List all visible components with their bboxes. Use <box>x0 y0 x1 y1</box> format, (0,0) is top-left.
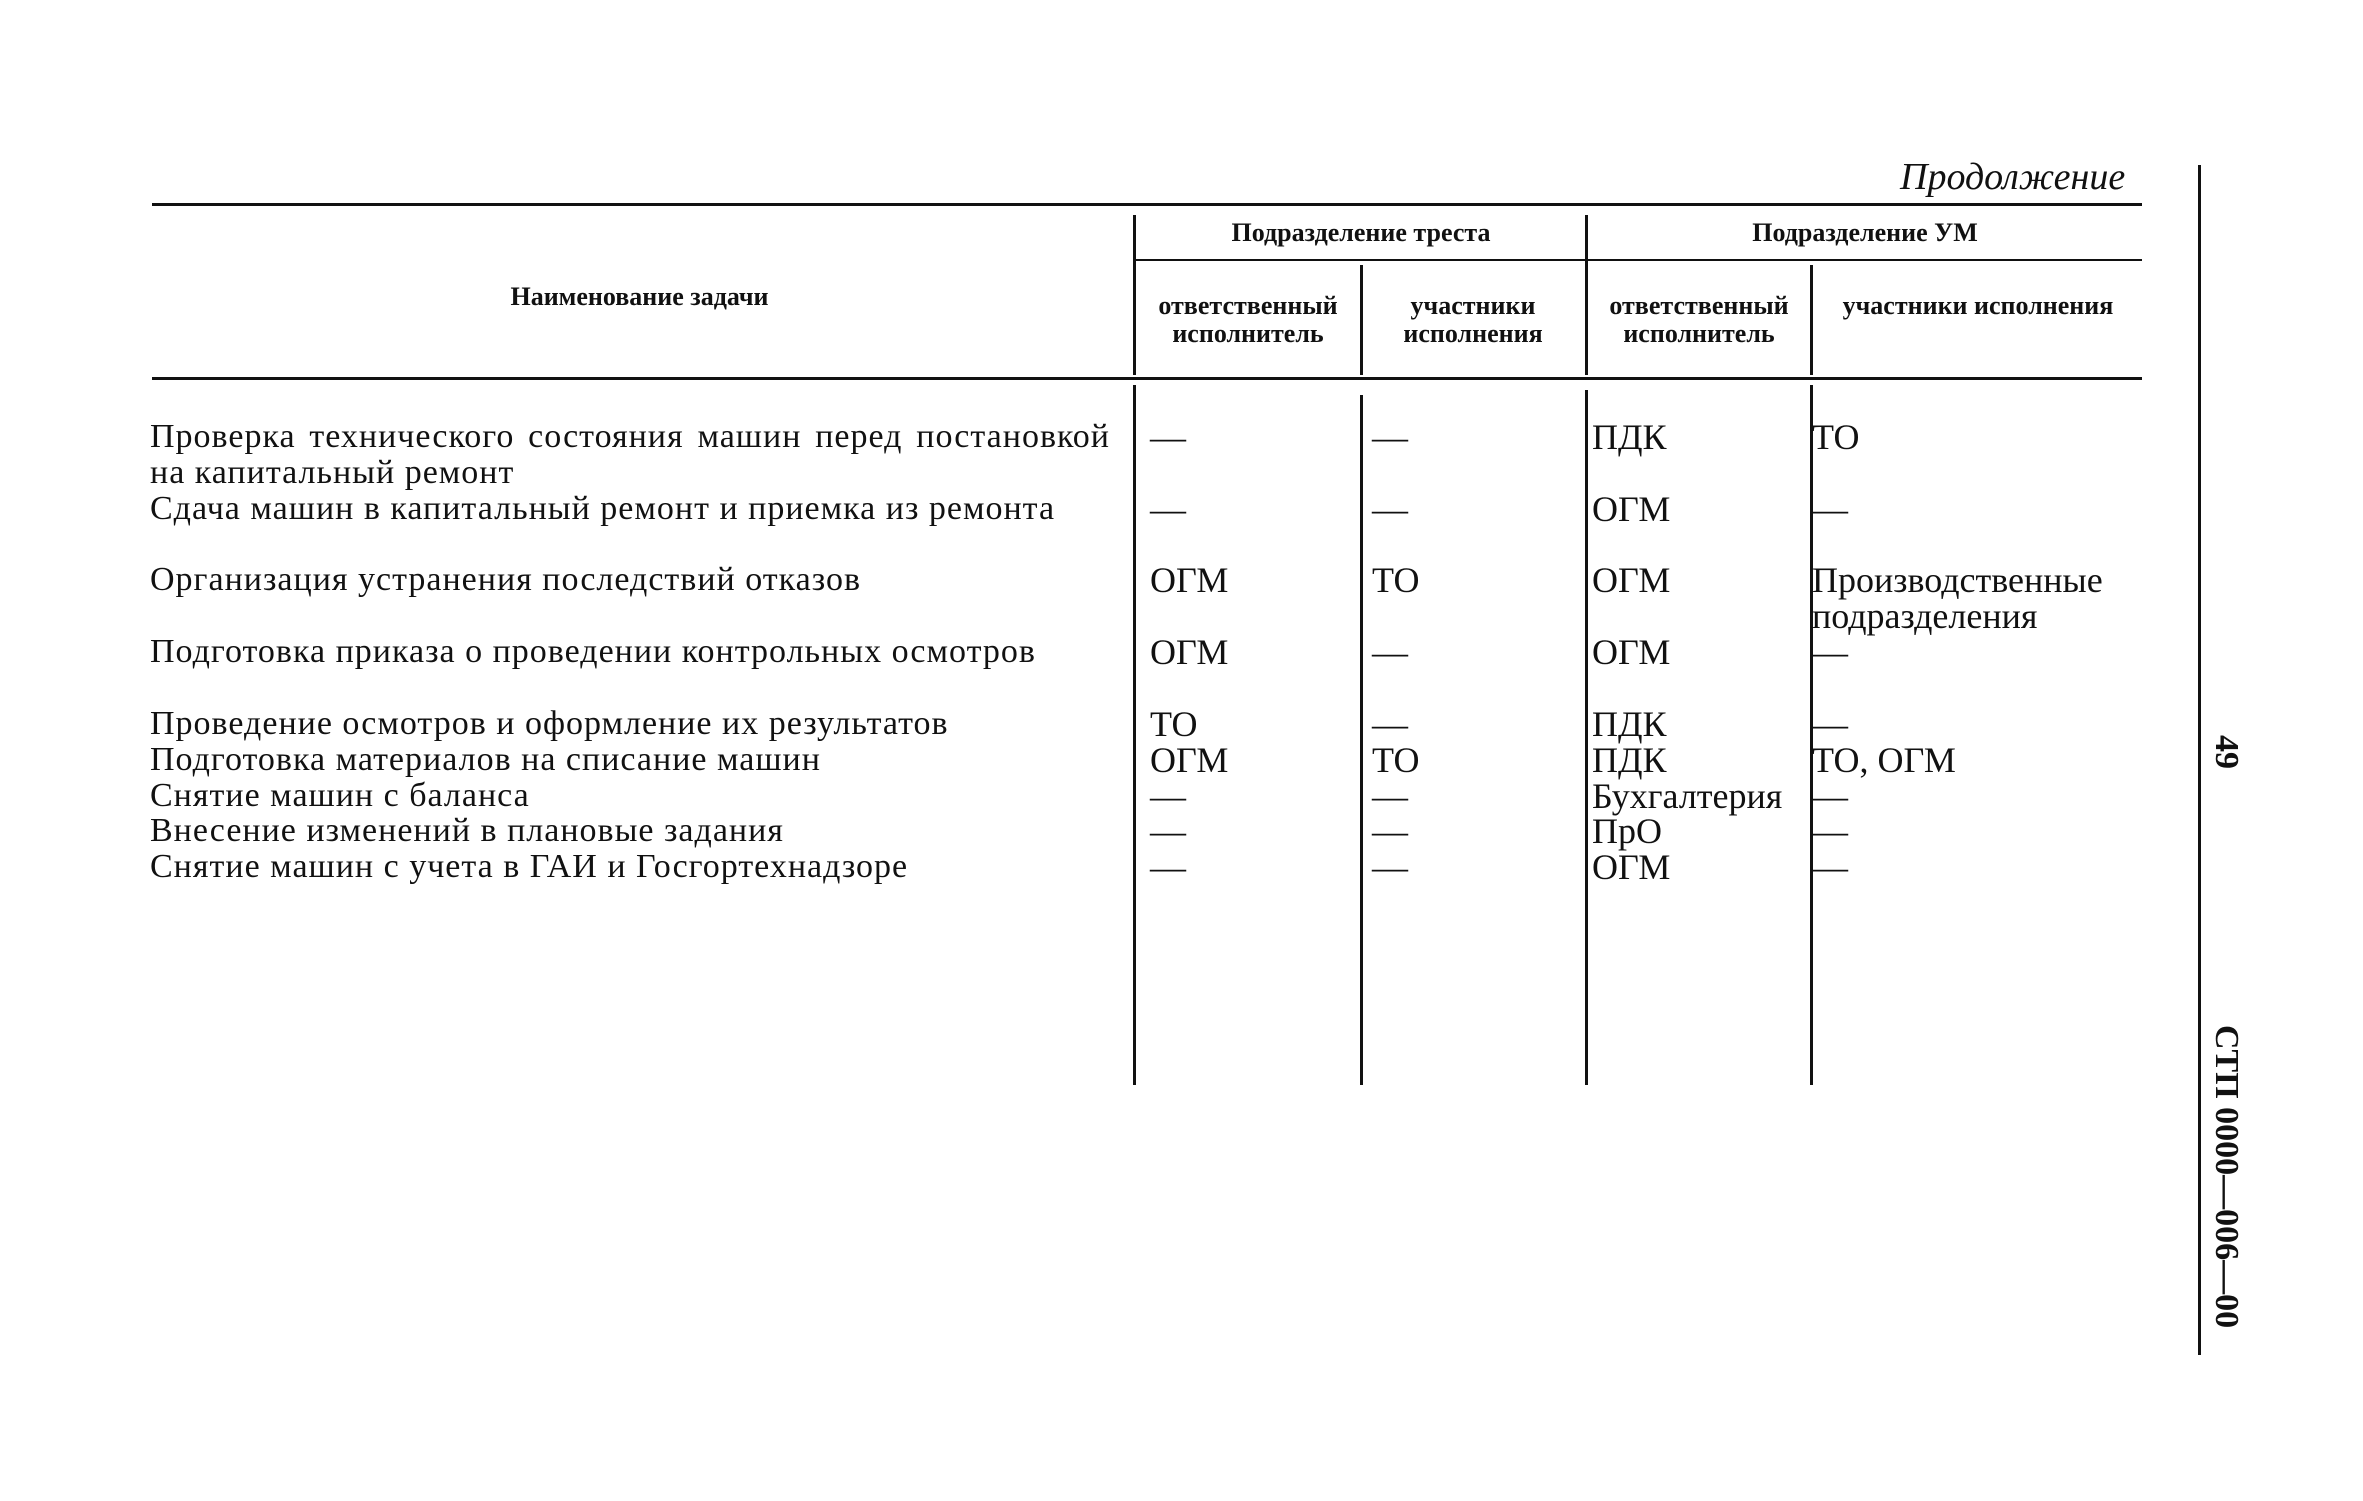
trust-responsible: — <box>1150 811 1186 851</box>
header-um-group: Подразделение УМ <box>1752 218 1978 247</box>
trust-responsible: — <box>1150 489 1186 529</box>
header-task-name: Наименование задачи <box>510 282 769 311</box>
header-um-responsible: ответственный исполнитель <box>1609 291 1789 348</box>
trust-participants: — <box>1372 489 1408 529</box>
um-participants: — <box>1812 489 1848 529</box>
task-name: Проверка технического состояния машин перед постановкой на капитальный ремонт <box>150 418 1110 491</box>
trust-responsible: — <box>1150 776 1186 816</box>
um-responsible: ПДК <box>1592 704 1667 744</box>
page-number: 49 <box>2208 735 2245 769</box>
trust-participants: — <box>1372 811 1408 851</box>
trust-participants: — <box>1372 417 1408 457</box>
trust-responsible: ОГМ <box>1150 560 1229 600</box>
um-participants: ТО <box>1812 417 1860 457</box>
trust-responsible: — <box>1150 847 1186 887</box>
trust-participants: — <box>1372 776 1408 816</box>
body-divider-3 <box>1585 390 1588 1085</box>
header-um-participants: участники исполнения <box>1842 291 2114 320</box>
um-participants: Производственные подразделения <box>1812 560 2103 636</box>
task-name: Подготовка материалов на списание машин <box>150 741 821 778</box>
header-divider-2 <box>1360 265 1363 375</box>
group-subrule-trust <box>1135 259 1585 261</box>
um-participants: — <box>1812 811 1848 851</box>
trust-participants: ТО <box>1372 560 1420 600</box>
um-responsible: ОГМ <box>1592 560 1671 600</box>
um-responsible: Бухгалтерия <box>1592 776 1783 816</box>
task-name: Организация устранения последствий отказов <box>150 561 862 598</box>
um-responsible: ПДК <box>1592 417 1667 457</box>
um-participants: ТО, ОГМ <box>1812 740 1956 780</box>
trust-responsible: ОГМ <box>1150 632 1229 672</box>
um-responsible: ОГМ <box>1592 489 1671 529</box>
header-bottom-rule <box>152 377 2142 380</box>
continuation-label: Продолжение <box>1900 156 2126 198</box>
um-responsible: ПДК <box>1592 740 1667 780</box>
document-code: СТП 0000—006—00 <box>2208 1025 2245 1329</box>
task-name: Снятие машин с учета в ГАИ и Госгортехнадзоре <box>150 848 909 885</box>
group-subrule-um <box>1588 259 2142 261</box>
body-divider-2 <box>1360 395 1363 1085</box>
table-top-rule <box>152 203 2142 206</box>
um-responsible: ОГМ <box>1592 847 1671 887</box>
trust-responsible: — <box>1150 417 1186 457</box>
body-divider-1 <box>1133 385 1136 1085</box>
um-responsible: ПрО <box>1592 811 1662 851</box>
header-trust-participants: участники исполнения <box>1403 291 1543 348</box>
header-trust-group: Подразделение треста <box>1231 218 1491 247</box>
header-trust-responsible: ответственный исполнитель <box>1158 291 1338 348</box>
um-responsible: ОГМ <box>1592 632 1671 672</box>
task-name: Внесение изменений в плановые задания <box>150 812 784 849</box>
task-name: Подготовка приказа о проведении контрольных осмотров <box>150 633 1036 670</box>
trust-participants: — <box>1372 632 1408 672</box>
um-participants: — <box>1812 847 1848 887</box>
page-right-border <box>2198 165 2201 1355</box>
header-divider-4 <box>1810 265 1813 375</box>
task-name: Сдача машин в капитальный ремонт и приемка из ремонта <box>150 490 1056 527</box>
trust-participants: ТО <box>1372 740 1420 780</box>
trust-responsible: ТО <box>1150 704 1198 744</box>
trust-participants: — <box>1372 704 1408 744</box>
task-name: Снятие машин с баланса <box>150 777 530 814</box>
trust-participants: — <box>1372 847 1408 887</box>
um-participants: — <box>1812 704 1848 744</box>
task-name: Проведение осмотров и оформление их результатов <box>150 705 949 742</box>
um-participants: — <box>1812 632 1848 672</box>
trust-responsible: ОГМ <box>1150 740 1229 780</box>
um-participants: — <box>1812 776 1848 816</box>
